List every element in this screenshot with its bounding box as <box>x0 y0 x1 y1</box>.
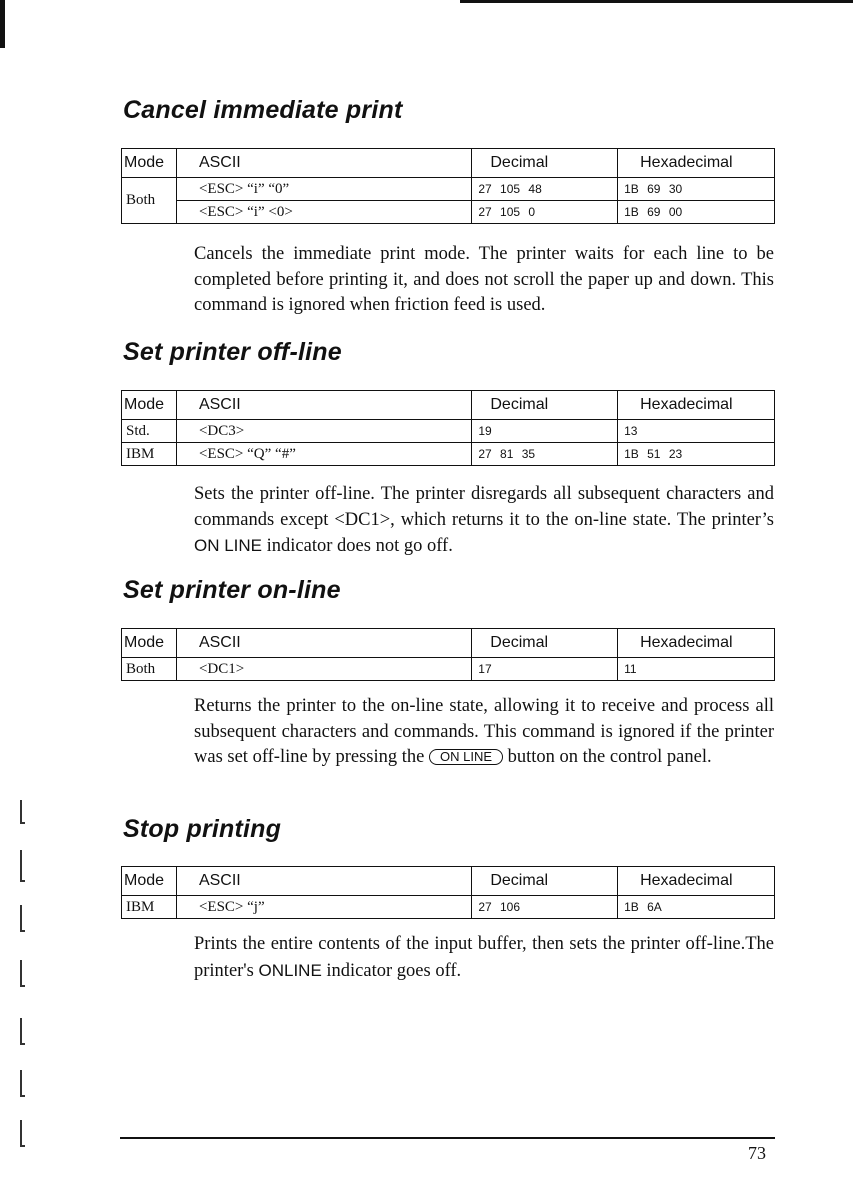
description-stop-printing <box>194 932 774 984</box>
on-line-button-label: ON LINE <box>429 749 503 765</box>
header-decimal: Decimal <box>472 391 618 420</box>
header-mode: Mode <box>122 867 177 896</box>
cell-mode: IBM <box>122 896 177 919</box>
header-ascii: ASCII <box>176 629 471 658</box>
binding-mark <box>20 850 25 882</box>
table-header-row <box>122 391 775 420</box>
header-hexadecimal: Hexadecimal <box>618 391 775 420</box>
cell-hex: 13 <box>618 420 775 443</box>
header-mode: Mode <box>122 629 177 658</box>
cell-decimal: 17 <box>472 658 618 681</box>
table-row <box>122 201 775 224</box>
cell-decimal: 27 106 <box>472 896 618 919</box>
binding-mark <box>20 800 25 824</box>
header-decimal: Decimal <box>472 149 618 178</box>
description-text: Returns the printer to the on-line state, allowing it to receive and process all subsequent characters and commands. This command is ignored if the printer was set off-line by pressing the <box>194 696 774 767</box>
cell-decimal: 27 81 35 <box>472 443 618 466</box>
binding-mark <box>20 960 25 987</box>
header-ascii: ASCII <box>176 867 471 896</box>
cell-ascii: <DC3> <box>176 420 471 443</box>
section-title-set-printer-off-line: Set printer off-line <box>123 338 342 366</box>
page-number: 73 <box>748 1143 766 1163</box>
command-table-set-printer-on-line <box>121 628 775 681</box>
table-row <box>122 896 775 919</box>
cell-hex: 1B 51 23 <box>618 443 775 466</box>
cell-ascii: <ESC> “Q” “#” <box>176 443 471 466</box>
description-text: indicator does not go off. <box>266 536 453 556</box>
description-set-printer-off-line <box>194 482 774 560</box>
cell-mode: Std. <box>122 420 177 443</box>
command-table-stop-printing <box>121 866 775 919</box>
command-table-cancel-immediate-print <box>121 148 775 224</box>
cell-ascii: <ESC> “i” “0” <box>176 178 471 201</box>
header-hexadecimal: Hexadecimal <box>618 629 775 658</box>
section-title-set-printer-on-line: Set printer on-line <box>123 576 341 604</box>
table-row <box>122 658 775 681</box>
cell-hex: 1B 6A <box>618 896 775 919</box>
footer-rule <box>120 1137 775 1139</box>
cell-decimal: 27 105 0 <box>472 201 618 224</box>
indicator-name: ON LINE <box>194 536 263 555</box>
header-ascii: ASCII <box>176 391 471 420</box>
cell-decimal: 19 <box>472 420 618 443</box>
description-set-printer-on-line <box>194 694 774 771</box>
table-header-row <box>122 149 775 178</box>
cell-decimal: 27 105 48 <box>472 178 618 201</box>
cell-ascii: <ESC> “j” <box>176 896 471 919</box>
table-header-row <box>122 867 775 896</box>
header-hexadecimal: Hexadecimal <box>618 867 775 896</box>
description-text: button on the control panel. <box>507 747 712 767</box>
table-header-row <box>122 629 775 658</box>
section-title-cancel-immediate-print: Cancel immediate print <box>123 96 403 124</box>
description-text: Sets the printer off-line. The printer disregards all subsequent characters and commands except <DC1>, which returns it to the on-line state. The printer’s <box>194 484 774 530</box>
binding-mark <box>20 1018 25 1045</box>
binding-mark <box>20 905 25 932</box>
cell-ascii: <ESC> “i” <0> <box>176 201 471 224</box>
cell-ascii: <DC1> <box>176 658 471 681</box>
description-text: Prints the entire contents of the input buffer, then sets the printer off-line.The printer's <box>194 934 774 981</box>
header-decimal: Decimal <box>472 867 618 896</box>
cell-hex: 1B 69 30 <box>618 178 775 201</box>
description-cancel-immediate-print: Cancels the immediate print mode. The printer waits for each line to be completed before printing it, and does not scroll the paper up and down. This command is ignored when friction feed is used. <box>194 244 774 315</box>
header-mode: Mode <box>122 149 177 178</box>
cell-hex: 1B 69 00 <box>618 201 775 224</box>
header-hexadecimal: Hexadecimal <box>618 149 775 178</box>
header-mode: Mode <box>122 391 177 420</box>
cell-mode: Both <box>122 658 177 681</box>
table-row <box>122 420 775 443</box>
description-text: indicator goes off. <box>326 960 462 981</box>
cell-mode: IBM <box>122 443 177 466</box>
table-row <box>122 443 775 466</box>
top-rule <box>460 0 853 3</box>
header-decimal: Decimal <box>472 629 618 658</box>
binding-mark <box>20 1120 25 1147</box>
section-title-stop-printing: Stop printing <box>123 815 282 843</box>
header-ascii: ASCII <box>176 149 471 178</box>
command-table-set-printer-off-line <box>121 390 775 466</box>
binding-mark <box>20 1070 25 1097</box>
cell-hex: 11 <box>618 658 775 681</box>
table-row <box>122 178 775 201</box>
indicator-name: ONLINE <box>258 960 322 980</box>
binding-edge <box>0 0 5 48</box>
cell-mode: Both <box>122 178 177 224</box>
